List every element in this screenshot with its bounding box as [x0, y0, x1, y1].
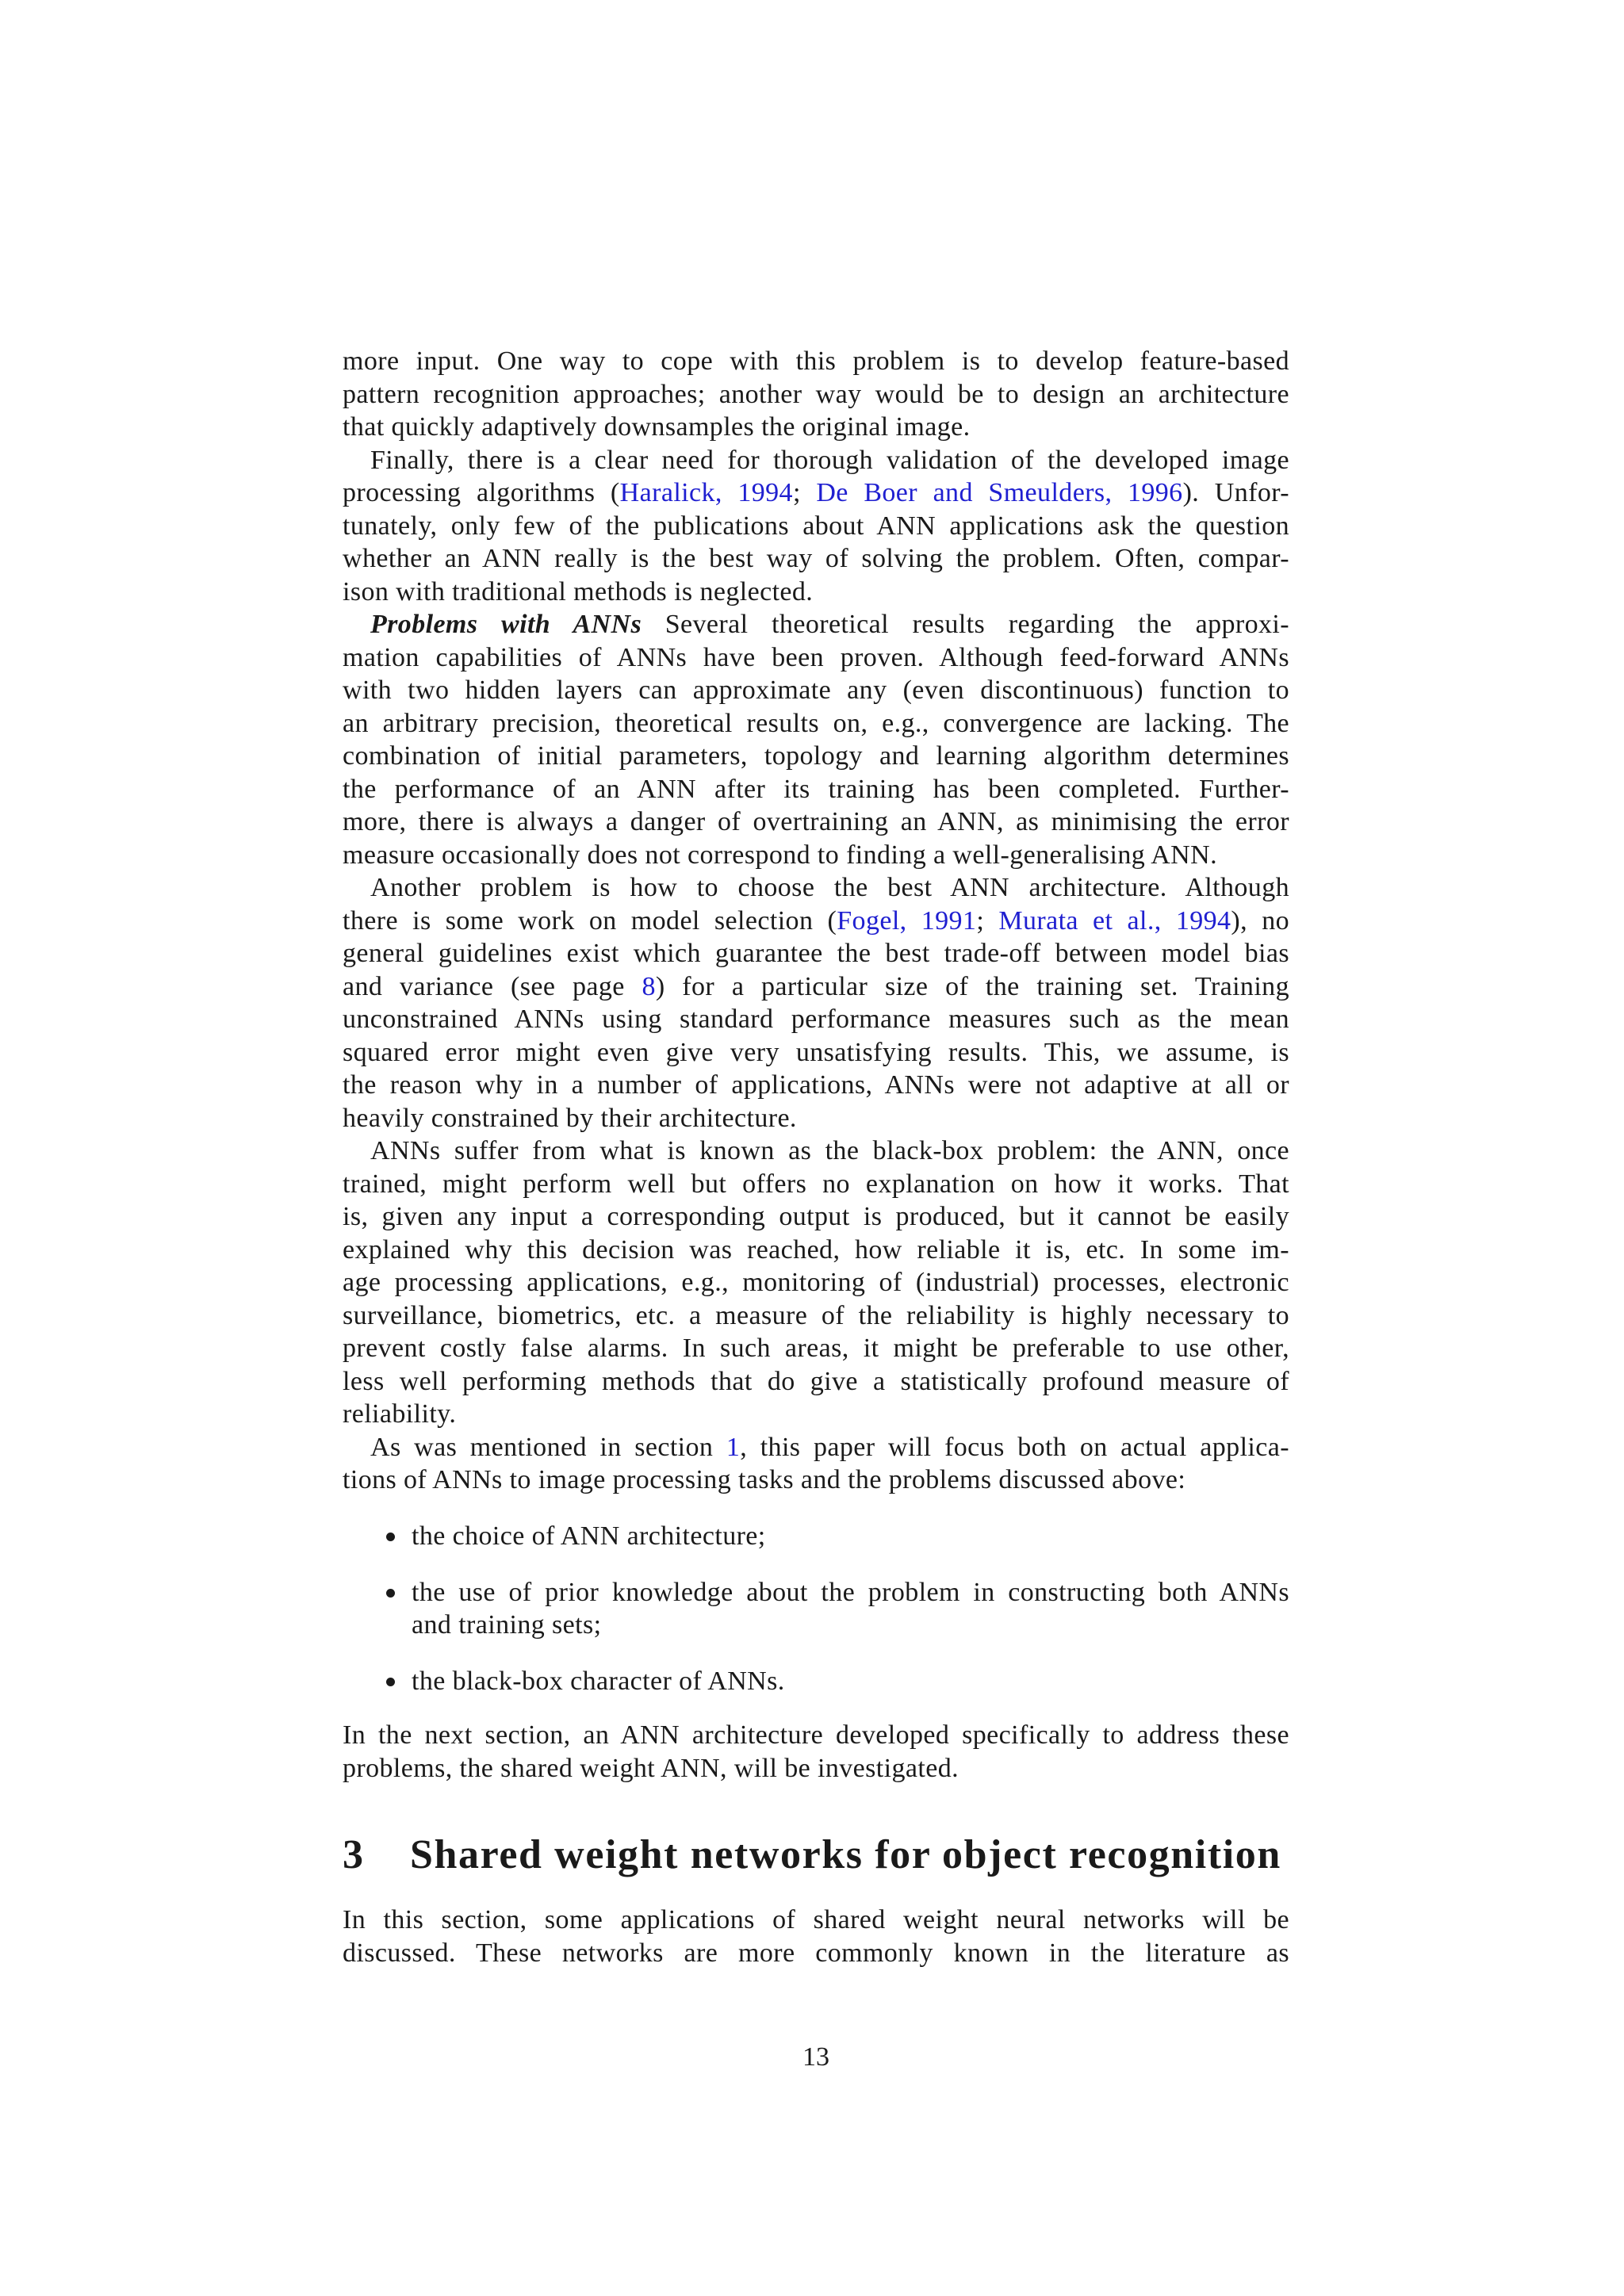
- text-line: the reason why in a number of applications, ANNs were not adaptive at all or: [343, 1070, 1289, 1100]
- text-line: Another problem is how to choose the best ANN architecture. Although: [370, 873, 1289, 902]
- text-line: is, given any input a corresponding output is produced, but it cannot be easily: [343, 1202, 1289, 1231]
- citation-link-haralick[interactable]: Haralick, 1994: [619, 478, 793, 507]
- text-line: [343, 905, 1289, 938]
- text-line: problems, the shared weight ANN, will be investigated.: [343, 1753, 959, 1783]
- text-line: whether an ANN really is the best way of solving the problem. Often, compar-: [343, 544, 1289, 573]
- text-line: the use of prior knowledge about the problem in constructing both ANNs: [412, 1577, 1289, 1607]
- section-heading: [343, 1831, 1289, 1879]
- section-number: 3: [343, 1832, 363, 1877]
- paragraph: [343, 1431, 1289, 1497]
- text-segment: processing algorithms (: [343, 478, 620, 507]
- run-in-heading: Problems with ANNs: [370, 610, 642, 639]
- text-line: the performance of an ANN after its training has been completed. Further-: [343, 774, 1289, 804]
- page-number: 13: [802, 2042, 829, 2072]
- paragraph: [343, 871, 1289, 1135]
- text-line: [343, 970, 1289, 1004]
- text-line: reliability.: [343, 1399, 457, 1429]
- text-line: general guidelines exist which guarantee the best trade-off between model bias: [343, 939, 1289, 968]
- text-line: prevent costly false alarms. In such areas, it might be preferable to use other,: [343, 1334, 1289, 1363]
- text-line: [343, 608, 1289, 641]
- citation-link-murata[interactable]: Murata et al., 1994: [998, 905, 1231, 936]
- text-segment: there is some work on model selection (: [343, 905, 837, 936]
- section-title: Shared weight networks for object recognition: [410, 1832, 1281, 1877]
- page-body: [343, 345, 1289, 1969]
- text-line: discussed. These networks are more commonly known in the literature as: [343, 1938, 1289, 1968]
- text-line: explained why this decision was reached, how reliable it is, etc. In some im-: [343, 1234, 1289, 1265]
- paragraph: [343, 608, 1289, 871]
- text-segment: ;: [792, 478, 817, 507]
- citation-link-de-boer[interactable]: De Boer and Smeulders, 1996: [816, 478, 1183, 507]
- text-line: tions of ANNs to image processing tasks and the problems discussed above:: [343, 1465, 1186, 1494]
- text-line: [343, 1431, 1289, 1464]
- text-segment: Several theoretical results regarding the approxi-: [642, 610, 1289, 639]
- text-line: age processing applications, e.g., monitoring of (industrial) processes, electronic: [343, 1268, 1289, 1297]
- text-segment: ), no: [1231, 905, 1289, 936]
- text-line: squared error might even give very unsatisfying results. This, we assume, is: [343, 1037, 1289, 1067]
- text-line: and training sets;: [412, 1610, 602, 1640]
- bullet-icon: [386, 1533, 395, 1541]
- text-line: measure occasionally does not correspond to finding a well-generalising ANN.: [343, 840, 1217, 870]
- page-ref-link[interactable]: 8: [642, 971, 656, 1001]
- text-line: ison with traditional methods is neglected.: [343, 576, 814, 607]
- text-line: more input. One way to cope with this problem is to develop feature-based: [343, 346, 1289, 376]
- text-line: the black-box character of ANNs.: [412, 1666, 785, 1696]
- paragraph: [343, 1719, 1289, 1785]
- text-segment: As was mentioned in section: [370, 1432, 726, 1462]
- text-segment: ) for a particular size of the training set. Training: [655, 971, 1289, 1001]
- text-line: mation capabilities of ANNs have been proven. Although feed-forward ANNs: [343, 642, 1289, 672]
- citation-link-fogel[interactable]: Fogel, 1991: [837, 905, 977, 936]
- list-item: [343, 1576, 1289, 1642]
- text-line: unconstrained ANNs using standard performance measures such as the mean: [343, 1004, 1289, 1034]
- text-line: Finally, there is a clear need for thorough validation of the developed image: [370, 445, 1289, 475]
- text-line: the choice of ANN architecture;: [412, 1521, 766, 1551]
- paragraph: [343, 345, 1289, 444]
- text-line: pattern recognition approaches; another way would be to design an architecture: [343, 379, 1289, 409]
- text-line: ANNs suffer from what is known as the black-box problem: the ANN, once: [370, 1136, 1289, 1165]
- text-line: heavily constrained by their architecture.: [343, 1103, 797, 1133]
- paragraph: [343, 1904, 1289, 1969]
- text-line: less well performing methods that do give a statistically profound measure of: [343, 1366, 1289, 1396]
- text-line: more, there is always a danger of overtraining an ANN, as minimising the error: [343, 807, 1289, 836]
- list-item: [343, 1665, 1289, 1698]
- list-item: [343, 1520, 1289, 1553]
- text-line: trained, might perform well but offers no explanation on how it works. That: [343, 1169, 1289, 1199]
- text-line: that quickly adaptively downsamples the original image.: [343, 412, 971, 442]
- bullet-list: [343, 1520, 1289, 1697]
- text-line: combination of initial parameters, topology and learning algorithm determines: [343, 741, 1289, 771]
- text-segment: , this paper will focus both on actual applica-: [740, 1432, 1289, 1462]
- text-line: In the next section, an ANN architecture developed specifically to address these: [343, 1720, 1289, 1750]
- text-segment: ;: [976, 905, 999, 936]
- bullet-icon: [386, 1589, 395, 1598]
- text-line: tunately, only few of the publications about ANN applications ask the question: [343, 511, 1289, 541]
- paragraph: [343, 444, 1289, 609]
- text-line: [343, 476, 1289, 510]
- section-ref-link[interactable]: 1: [726, 1432, 741, 1462]
- text-segment: and variance (see page: [343, 971, 642, 1001]
- text-line: In this section, some applications of shared weight neural networks will be: [343, 1905, 1289, 1934]
- bullet-icon: [386, 1678, 395, 1686]
- paragraph: [343, 1135, 1289, 1431]
- text-segment: ). Unfor-: [1182, 478, 1289, 507]
- text-line: surveillance, biometrics, etc. a measure of the reliability is highly necessary to: [343, 1300, 1289, 1330]
- text-line: an arbitrary precision, theoretical results on, e.g., convergence are lacking. The: [343, 708, 1289, 738]
- text-line: with two hidden layers can approximate any (even discontinuous) function to: [343, 675, 1289, 705]
